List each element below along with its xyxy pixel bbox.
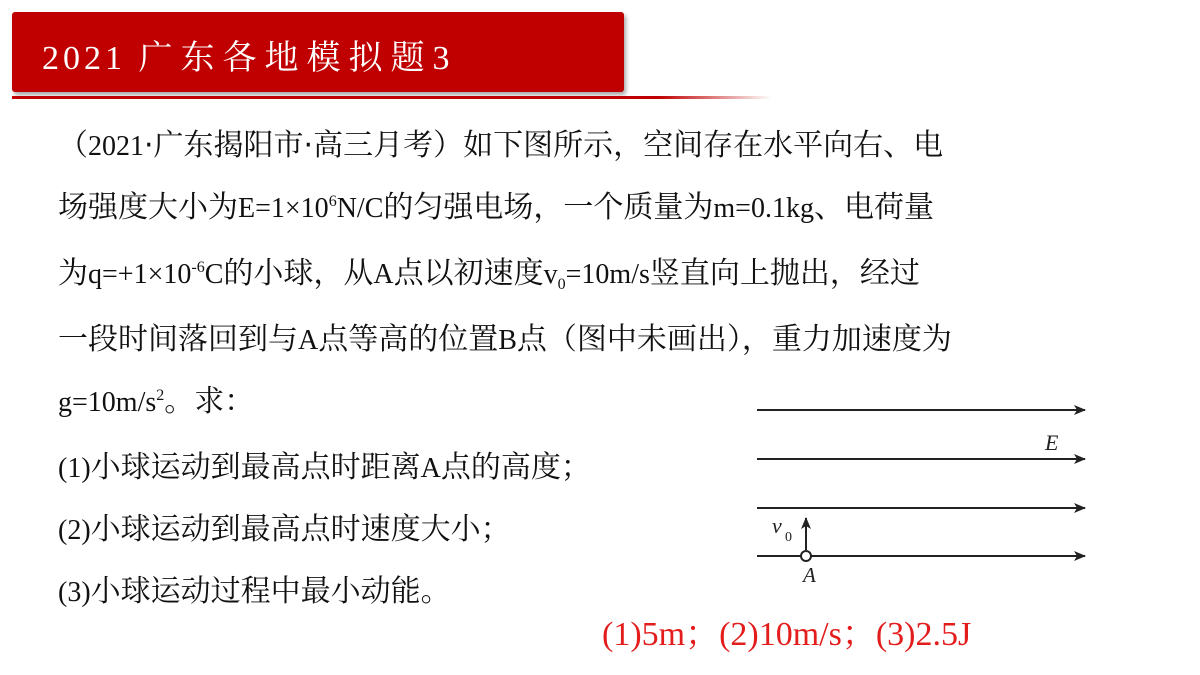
point-a-marker	[801, 551, 811, 561]
velocity-symbol: v	[543, 259, 558, 290]
velocity-value: =10m/s	[565, 259, 650, 290]
problem-line-4	[58, 309, 1138, 371]
charge-unit: C	[204, 259, 224, 290]
problem-line-2	[58, 177, 1138, 243]
charge-exponent: -6	[191, 259, 205, 276]
text-segment: 一段时间落回到与	[58, 322, 298, 357]
answer-text: (1)5m；(2)10m/s；(3)2.5J	[602, 616, 972, 653]
velocity-subscript: 0	[557, 276, 566, 293]
text-segment: 、电荷量	[813, 190, 934, 225]
text-segment: 为	[58, 256, 88, 291]
question-text: 点的高度；	[440, 450, 591, 485]
text-segment: 点等高的位置	[318, 322, 499, 357]
text-segment: 的小球，从	[223, 256, 374, 291]
title-text: 广东各地模拟题	[138, 38, 433, 78]
question-text: 小球运动到最高点时速度大小；	[90, 512, 511, 547]
problem-line-3	[58, 243, 1138, 309]
point-b-label: B	[498, 325, 517, 356]
point-a-label: A	[298, 325, 319, 356]
title-year: 2021	[42, 40, 126, 77]
text-segment: 点以初速度	[393, 256, 544, 291]
point-a-label: A	[420, 453, 441, 484]
title-banner	[12, 12, 624, 92]
question-number: (2)	[58, 515, 91, 546]
charge-value: q=+1×10	[88, 259, 192, 290]
gravity-value: g=10m/s	[58, 387, 157, 418]
field-unit: N/C	[336, 193, 384, 224]
text-segment: 竖直向上抛出，经过	[649, 256, 920, 291]
source-year: 2021	[88, 131, 144, 162]
question-text: 小球运动过程中最小动能。	[90, 574, 451, 609]
velocity-label: v	[772, 513, 782, 538]
field-label: E	[1045, 430, 1059, 455]
text-segment: 。求：	[164, 384, 255, 419]
point-a-diagram-label: A	[803, 563, 816, 587]
source-open: （	[58, 128, 88, 163]
mass-value: m=0.1kg	[713, 193, 814, 224]
problem-line-1	[58, 115, 1138, 177]
question-text: 小球运动到最高点时距离	[90, 450, 421, 485]
point-a-label: A	[373, 259, 394, 290]
slide-title	[42, 30, 454, 79]
question-number: (3)	[58, 577, 91, 608]
text-segment: 的匀强电场，一个质量为	[383, 190, 714, 225]
source-text: ·广东揭阳市·高三月考）如下图所示，空间存在水平向右、电	[144, 128, 944, 163]
text-segment: 点（图中未画出），重力加速度为	[516, 322, 952, 357]
text-segment: 场强度大小为	[58, 190, 238, 225]
gravity-exponent: 2	[156, 387, 165, 404]
field-strength: E=1×10	[238, 193, 329, 224]
field-exponent: 6	[328, 193, 337, 210]
title-number: 3	[432, 40, 454, 77]
electric-field-diagram	[745, 395, 1100, 595]
velocity-subscript-label: 0	[785, 530, 792, 545]
title-underline	[12, 96, 772, 99]
question-number: (1)	[58, 453, 91, 484]
